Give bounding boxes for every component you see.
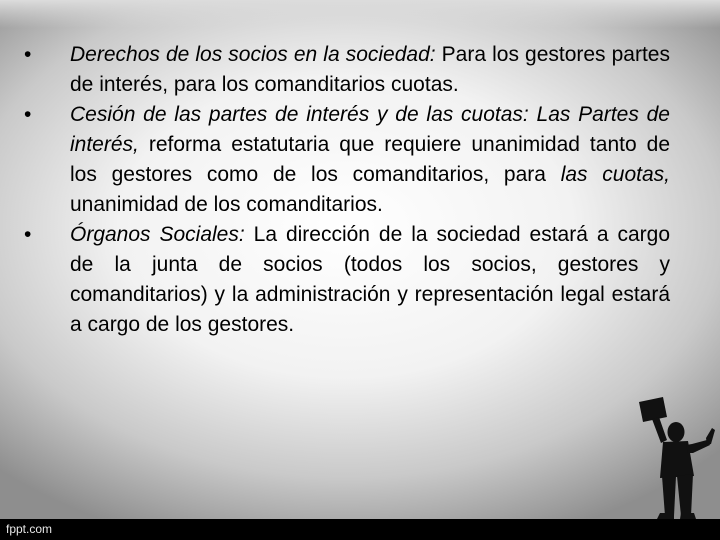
bullet-term-cuotas: las cuotas, [560, 163, 670, 186]
bullet-item-organos [22, 220, 670, 340]
bullet-marker: • [24, 43, 32, 66]
bullet-text: reforma estatutaria que requiere unanimidad tanto de los gestores como de los comanditarios, para [70, 133, 670, 186]
bullet-term: Derechos de los socios en la sociedad: [70, 43, 436, 66]
bullet-marker: • [24, 223, 32, 246]
bullet-term: Órganos Sociales: [70, 223, 245, 246]
bullet-text-end: unanimidad de los comanditarios. [70, 193, 383, 216]
footer-site-label: fppt.com [6, 522, 53, 536]
bullet-text: Para los gestores partes de interés, para los comanditarios cuotas. [70, 43, 670, 96]
top-shadow-band [0, 0, 720, 28]
bullet-marker: • [24, 103, 32, 126]
bullet-text: La dirección de la sociedad estará a cargo de la junta de socios (todos los socios, gestores y comanditarios) y la administración y representación legal estará a cargo de los gestores. [70, 223, 670, 336]
bullet-list [22, 40, 670, 340]
person-holding-board-silhouette-icon [630, 392, 720, 520]
footer-bar [0, 519, 720, 540]
bullet-item-derechos [22, 40, 670, 100]
bullet-item-cesion [22, 100, 670, 220]
bullet-term: Cesión de las partes de interés y de las cuotas: Las Partes de interés, [70, 103, 670, 156]
